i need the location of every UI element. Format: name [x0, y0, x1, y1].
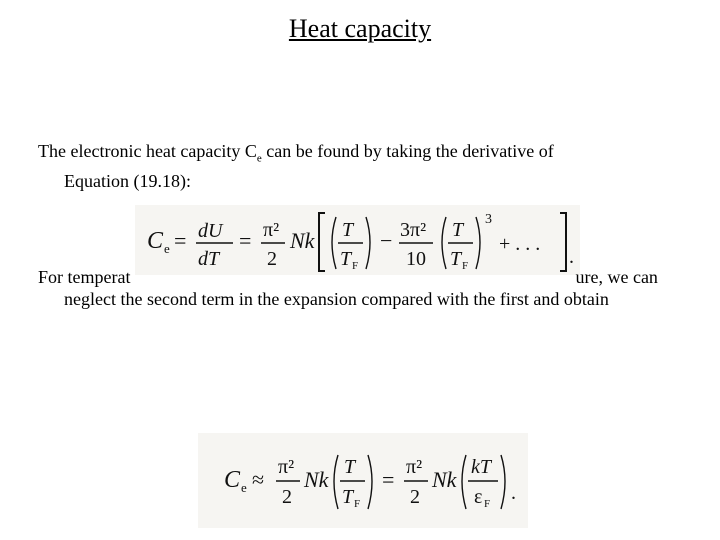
svg-text:=: = — [382, 467, 395, 492]
eq-TF2: T — [450, 248, 462, 270]
eq-pi2: π² — [263, 219, 280, 241]
eq-lhs-sub: e — [164, 241, 170, 256]
equation-heat-capacity-expansion — [135, 205, 580, 275]
paragraph-text: The electronic heat capacity C — [38, 141, 257, 161]
subscript-e: e — [256, 152, 262, 165]
eq2-Nkb: Nk — [432, 467, 457, 492]
equation-svg — [135, 205, 580, 275]
eq-TF: T — [340, 248, 352, 270]
eq2-T: T — [344, 456, 356, 478]
paragraph-text: neglect the second term in the expansion compared with the first and obtain — [64, 289, 609, 309]
eq-dT: dT — [198, 248, 220, 270]
paragraph-text-end: ure, we can — [575, 267, 658, 287]
svg-text:=: = — [239, 228, 252, 253]
eq-TF2-sub: F — [462, 260, 469, 272]
eq2-lhs-sub: e — [241, 480, 247, 495]
eq2-approx: ≈ — [252, 467, 265, 492]
eq2-kT: kT — [471, 456, 491, 478]
svg-text:.: . — [511, 482, 516, 504]
paragraph-neglect-term — [38, 266, 688, 310]
eq-Nk: Nk — [290, 228, 315, 253]
eq2-TF-sub: F — [354, 498, 361, 510]
paragraph-text: can be found by taking the derivative of — [261, 141, 554, 161]
eq2-twob: 2 — [410, 486, 420, 508]
paragraph-text-start: For temperat — [38, 267, 131, 287]
svg-text:−: − — [380, 228, 393, 253]
eq2-eps-sub: F — [484, 498, 491, 510]
eq2-pi2b: π² — [406, 456, 423, 478]
eq-ellipsis: + . . . — [499, 233, 541, 255]
svg-text:.: . — [569, 246, 574, 268]
eq2-lhs: C — [224, 467, 241, 493]
eq2-Nk: Nk — [304, 467, 329, 492]
eq-two: 2 — [267, 248, 277, 270]
eq-dU: dU — [198, 220, 223, 242]
paragraph-text: Equation (19.18): — [64, 170, 191, 191]
eq2-two: 2 — [282, 486, 292, 508]
svg-text:=: = — [174, 228, 187, 253]
eq-ten: 10 — [406, 248, 426, 270]
equation-heat-capacity-approx — [198, 433, 528, 528]
eq2-eps: ε — [474, 486, 483, 508]
eq-cube: 3 — [485, 212, 492, 227]
eq2-pi2: π² — [278, 456, 295, 478]
eq-T: T — [342, 219, 354, 241]
eq-T2: T — [452, 219, 464, 241]
slide-title: Heat capacity — [288, 14, 432, 43]
eq-TF-sub: F — [352, 260, 359, 272]
eq-lhs: C — [147, 228, 164, 254]
eq2-TF: T — [342, 486, 354, 508]
paragraph-derivative-intro — [38, 140, 688, 192]
equation-svg — [198, 433, 528, 528]
eq-3pi2: 3π² — [400, 219, 427, 241]
